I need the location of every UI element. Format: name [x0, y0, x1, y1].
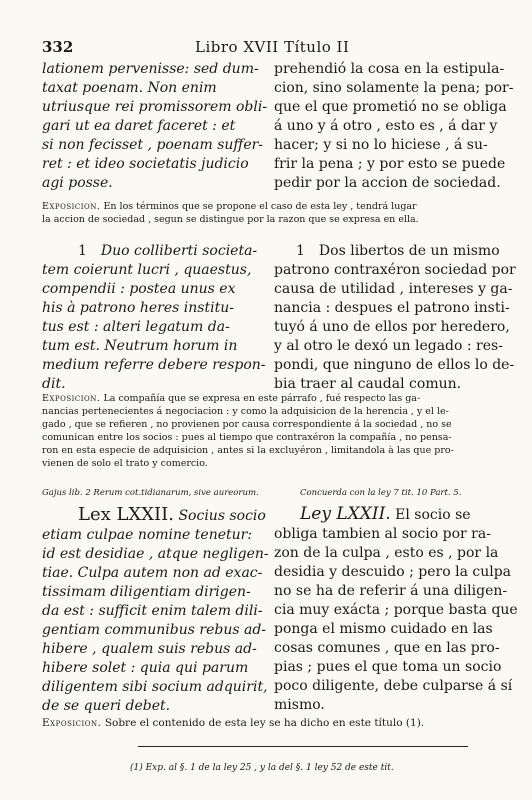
latin-text-3 [42, 505, 269, 716]
exposicion-2 [42, 392, 494, 470]
latin-rest: tem coierunt lucri , quaestus, compendii : postea unus ex his à patrono heres institu- tus est : alteri legatum da- tum est. Neutrum horum in medium referre debere respon- dit. [42, 262, 266, 392]
latin-text-1: lationem pervenisse: sed dum- taxat poenam. Non enim utriusque rei promissorem obli- gari ut ea daret faceret : et si non fecisset , poenam suffer- ret : et ideo societatis judicio agi posse. [42, 61, 268, 191]
latin-text-2 [42, 242, 266, 394]
exposicion-3 [42, 717, 494, 730]
spanish-first-line: El socio se [390, 507, 471, 523]
exposicion-label: Exposicion. [42, 201, 101, 212]
latin-rest: etiam culpae nomine tenetur: id est desidiae , atque negligen- tiae. Culpa autem non ad exac- tissimam diligentiam dirigen- da est : sufficit enim talem dili- gentiam communibus rebus ad- hibere , qualem suis rebus ad- hibere solet : quia qui parum diligentem sibi socium adquirit, de se queri debet. [42, 527, 269, 714]
exposicion-1 [42, 200, 494, 226]
spanish-rest: obliga tambien al socio por ra- zon de la culpa , esto es , por la desidia y descuido ; pero la culpa no se ha de referir á una diligen- cia muy exácta ; porque basta que ponga el mismo cuidado en las cosas comunes , que en las pro- pias ; pues el que toma un socio poco diligente, debe culparse á sí mismo. [274, 526, 518, 713]
spanish-text-2 [274, 242, 516, 394]
spanish-first-line: Dos libertos de un mismo [318, 243, 500, 259]
spanish-text-1: prehendió la cosa en la estipula- cion, sino solamente la pena; por- que el que prometió no se obliga á uno y á otro , esto es , á dar y hacer; y si no lo hiciese , á su- frir la pena ; y por esto se puede pedir por la accion de sociedad. [274, 61, 514, 191]
spanish-rest: patrono contraxéron sociedad por causa de utilidad , intereses y ga- nancia : despues el patrono insti- tuyó á uno de ellos por heredero, y al otro le dexó un legado : res- pondi, que ninguno de ellos lo de- bia traer al caudal comun. [274, 262, 516, 392]
spanish-text-3 [274, 505, 518, 715]
paragraph-number: 1 [296, 243, 305, 259]
ley-heading: Ley LXXII. [300, 504, 391, 524]
footnote-rule [138, 746, 468, 747]
lex-heading: Lex LXXII. [78, 504, 175, 525]
citation-right: Concuerda con la ley 7 tit. 10 Part. 5. [300, 488, 462, 498]
exposicion-text: Sobre el contenido de esta ley se ha dicho en este título (1). [101, 717, 425, 729]
paragraph-number: 1 [78, 243, 87, 259]
exposicion-text: La compañía que se expresa en este párrafo , fué respecto las ga- nancias pertenecientes á negociacion : y como la adquisicion de la herencia , y el le- gado , que se refieren , no provienen por causa correspondiente á la sociedad , no se comunican entre los socios : pues al tiempo que contraxéron la compañía , no pensa- ron en esta especie de adquisicion , antes si la excluyéron , limitandola à las que pro- vienen de solo el trato y comercio. [42, 393, 454, 469]
latin-first-line: Socius socio [174, 508, 266, 524]
running-title: Libro XVII Título II [195, 38, 350, 56]
exposicion-text: En los términos que se propone el caso de esta ley , tendrá lugar la accion de sociedad , segun se distingue por la razon que se expresa en ella. [42, 201, 419, 225]
exposicion-label: Exposicion. [42, 717, 102, 729]
page-number: 332 [42, 38, 74, 56]
latin-first-line: Duo colliberti societa- [100, 243, 258, 259]
footnote: (1) Exp. al §. 1 de la ley 25 , y la del §. 1 ley 52 de este tit. [130, 763, 394, 773]
citation-left: Gajus lib. 2 Rerum cot.tidianarum, sive aureorum. [42, 488, 259, 498]
exposicion-label: Exposicion. [42, 393, 101, 404]
